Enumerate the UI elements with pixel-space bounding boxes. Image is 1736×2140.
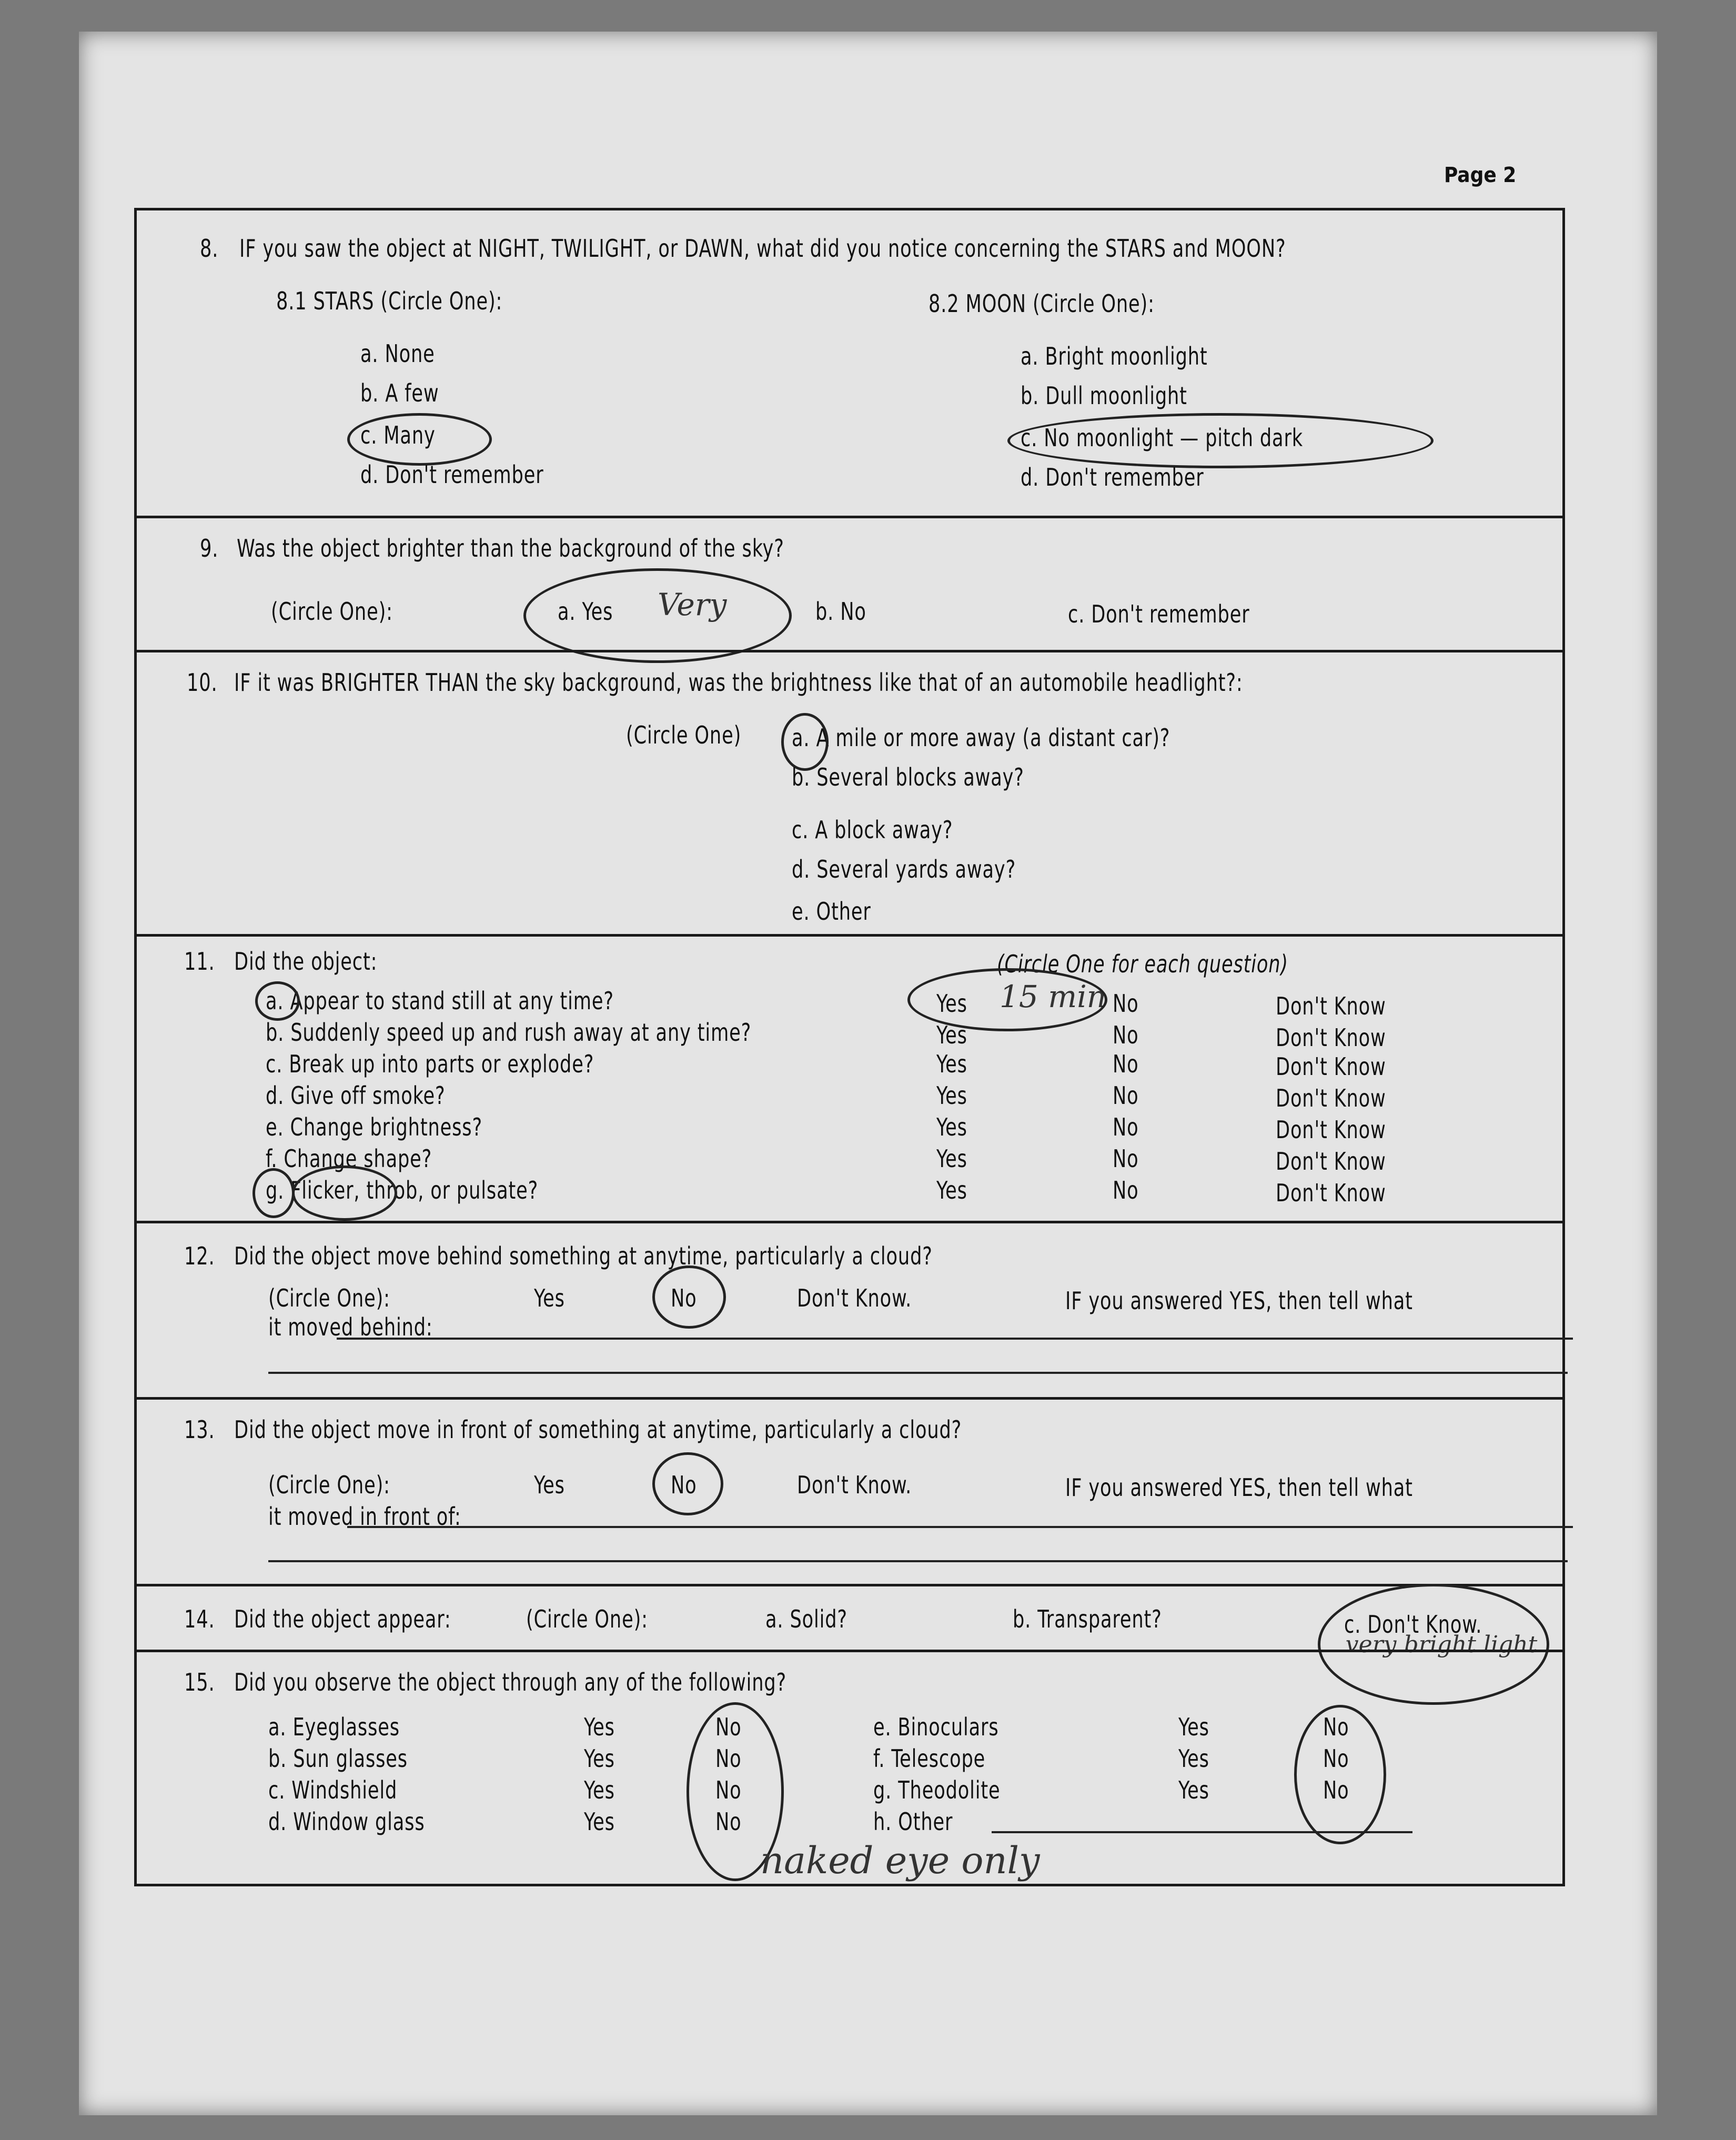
q10-question: IF it was BRIGHTER THAN the sky background, was the brightness like that of an automobile headlight?:: [234, 668, 1243, 697]
q10-option[interactable]: c. A block away?: [792, 816, 953, 844]
q10-option[interactable]: d. Several yards away?: [792, 855, 1016, 883]
q11-row-label: c. Break up into parts or explode?: [266, 1050, 594, 1078]
handwritten-note: naked eye only: [760, 1839, 1040, 1882]
q9-question: Was the object brighter than the background of the sky?: [237, 534, 784, 562]
q11-yes[interactable]: Yes: [936, 1144, 967, 1173]
q15-no-selected[interactable]: No: [715, 1807, 742, 1836]
q14-option-selected[interactable]: c. Don't Know.: [1344, 1610, 1482, 1639]
q11-no[interactable]: No: [1113, 1144, 1139, 1173]
q13-circle-label: (Circle One):: [268, 1471, 390, 1499]
q12-option[interactable]: Don't Know.: [797, 1284, 912, 1312]
q12-answer-line-2[interactable]: [268, 1372, 1568, 1374]
q14-option[interactable]: b. Transparent?: [1013, 1605, 1162, 1633]
q11-dont-know[interactable]: Don't Know: [1276, 1052, 1386, 1081]
q8-stars-option[interactable]: d. Don't remember: [360, 460, 544, 489]
q13-followup: IF you answered YES, then tell what: [1065, 1473, 1413, 1502]
q13-option[interactable]: Yes: [534, 1471, 565, 1499]
q15-yes[interactable]: Yes: [1178, 1776, 1209, 1804]
q11-dont-know[interactable]: Don't Know: [1276, 1084, 1386, 1112]
q11-yes-selected[interactable]: Yes: [936, 989, 967, 1018]
q8-stars-option[interactable]: a. None: [360, 339, 435, 368]
hand-drawn-circle: [255, 981, 300, 1021]
q11-row-label: e. Change brightness?: [266, 1113, 482, 1141]
q9-option[interactable]: c. Don't remember: [1068, 600, 1250, 628]
q11-no[interactable]: No: [1113, 989, 1139, 1018]
q11-instruction: (Circle One for each question): [997, 950, 1289, 978]
q9-circle-label: (Circle One):: [271, 597, 393, 626]
q13-option[interactable]: Don't Know.: [797, 1471, 912, 1499]
hand-drawn-circle: [652, 1452, 723, 1515]
q10-option[interactable]: b. Several blocks away?: [792, 763, 1024, 791]
q8-moon-label: 8.2 MOON (Circle One):: [928, 289, 1155, 318]
q12-circle-label: (Circle One):: [268, 1284, 390, 1312]
q15-item-label: a. Eyeglasses: [268, 1713, 400, 1741]
q10-option[interactable]: e. Other: [792, 897, 871, 926]
q15-item-label: e. Binoculars: [873, 1713, 999, 1741]
q15-item-label: g. Theodolite: [873, 1776, 1001, 1804]
hand-drawn-circle: [781, 713, 829, 771]
q13-option-selected[interactable]: No: [671, 1471, 697, 1499]
q12-option[interactable]: Yes: [534, 1284, 565, 1312]
q8-number: 8.: [200, 234, 219, 263]
q15-no-selected[interactable]: No: [1323, 1713, 1349, 1741]
q8-stars-option-selected[interactable]: c. Many: [360, 421, 436, 449]
hand-drawn-circle: [347, 413, 492, 466]
hand-drawn-circle: [1007, 413, 1434, 468]
q15-no-selected[interactable]: No: [1323, 1776, 1349, 1804]
q13-number: 13.: [184, 1415, 215, 1444]
hand-drawn-circle: [253, 1168, 295, 1218]
section-divider: [137, 650, 1562, 652]
q11-yes[interactable]: Yes: [936, 1113, 967, 1141]
q11-yes[interactable]: Yes: [936, 1176, 967, 1204]
hand-drawn-circle: [523, 568, 792, 663]
q15-number: 15.: [184, 1668, 215, 1696]
q11-number: 11.: [184, 947, 215, 976]
q11-no[interactable]: No: [1113, 1176, 1139, 1204]
q11-row-label: d. Give off smoke?: [266, 1081, 446, 1110]
q15-no-selected[interactable]: No: [715, 1776, 742, 1804]
hand-drawn-circle: [292, 1166, 397, 1221]
q15-item-label: h. Other: [873, 1807, 953, 1836]
page-number: Page 2: [1444, 163, 1517, 187]
q8-stars-label: 8.1 STARS (Circle One):: [276, 287, 503, 315]
q15-yes[interactable]: Yes: [584, 1744, 615, 1773]
q11-yes[interactable]: Yes: [936, 1081, 967, 1110]
q14-circle-label: (Circle One):: [526, 1605, 648, 1633]
section-divider: [137, 516, 1562, 518]
q12-option-selected[interactable]: No: [671, 1284, 697, 1312]
q9-option-selected[interactable]: a. Yes: [558, 597, 613, 626]
q12-answer-line[interactable]: [337, 1338, 1573, 1340]
q11-no[interactable]: No: [1113, 1081, 1139, 1110]
q11-question: Did the object:: [234, 947, 378, 976]
section-divider: [137, 934, 1562, 937]
q8-moon-option[interactable]: a. Bright moonlight: [1021, 342, 1208, 370]
q9-option[interactable]: b. No: [815, 597, 866, 626]
q11-row-label: f. Change shape?: [266, 1144, 432, 1173]
q10-number: 10.: [187, 668, 218, 697]
q14-question: Did the object appear:: [234, 1605, 451, 1633]
q11-row-label: b. Suddenly speed up and rush away at any time?: [266, 1018, 752, 1047]
q11-yes[interactable]: Yes: [936, 1050, 967, 1078]
q12-followup-label: it moved behind:: [268, 1313, 433, 1341]
q8-stars-option[interactable]: b. A few: [360, 379, 439, 407]
q8-question: IF you saw the object at NIGHT, TWILIGHT, or DAWN, what did you notice concerning the STARS and MOON?: [239, 234, 1286, 263]
section-divider: [137, 1221, 1562, 1223]
q15-yes[interactable]: Yes: [584, 1807, 615, 1836]
handwritten-note: Very: [658, 587, 727, 622]
q11-dont-know[interactable]: Don't Know: [1276, 1023, 1386, 1052]
q12-followup: IF you answered YES, then tell what: [1065, 1287, 1413, 1315]
q15-yes[interactable]: Yes: [584, 1776, 615, 1804]
q15-no-selected[interactable]: No: [1323, 1744, 1349, 1773]
handwritten-note: very bright light: [1345, 1631, 1538, 1658]
q11-row-label: a. Appear to stand still at any time?: [266, 987, 614, 1015]
q15-question: Did you observe the object through any of the following?: [234, 1668, 787, 1696]
q14-option[interactable]: a. Solid?: [765, 1605, 847, 1633]
q11-dont-know[interactable]: Don't Know: [1276, 1179, 1386, 1207]
q15-item-label: b. Sun glasses: [268, 1744, 408, 1773]
q11-no[interactable]: No: [1113, 1050, 1139, 1078]
q12-question: Did the object move behind something at anytime, particularly a cloud?: [234, 1242, 933, 1270]
q15-item-label: f. Telescope: [873, 1744, 986, 1773]
q11-row-label: g. Flicker, throb, or pulsate?: [266, 1176, 539, 1204]
q11-no[interactable]: No: [1113, 1021, 1139, 1049]
section-divider: [137, 1584, 1562, 1586]
hand-drawn-circle: [1294, 1705, 1386, 1844]
q11-dont-know[interactable]: Don't Know: [1276, 1116, 1386, 1144]
q13-followup-label: it moved in front of:: [268, 1502, 461, 1531]
q13-question: Did the object move in front of something at anytime, particularly a cloud?: [234, 1415, 962, 1444]
q15-item-label: d. Window glass: [268, 1807, 425, 1836]
q15-no-selected[interactable]: No: [715, 1744, 742, 1773]
q15-yes[interactable]: Yes: [1178, 1744, 1209, 1773]
q11-no[interactable]: No: [1113, 1113, 1139, 1141]
q15-item-label: c. Windshield: [268, 1776, 398, 1804]
q9-number: 9.: [200, 534, 219, 562]
hand-drawn-circle: [1318, 1584, 1549, 1705]
q11-dont-know[interactable]: Don't Know: [1276, 992, 1386, 1020]
q10-option-selected[interactable]: a. A mile or more away (a distant car)?: [792, 724, 1170, 752]
q13-answer-line-2[interactable]: [268, 1560, 1568, 1562]
questionnaire-form: [134, 208, 1565, 1886]
q13-answer-line[interactable]: [347, 1526, 1573, 1528]
q14-number: 14.: [184, 1605, 215, 1633]
q15-yes[interactable]: Yes: [1178, 1713, 1209, 1741]
handwritten-note: 15 min: [1000, 979, 1107, 1014]
q8-moon-option-selected[interactable]: c. No moonlight — pitch dark: [1021, 424, 1303, 452]
q15-no-selected[interactable]: No: [715, 1713, 742, 1741]
q11-yes[interactable]: Yes: [936, 1021, 967, 1049]
q12-number: 12.: [184, 1242, 215, 1270]
q10-circle-label: (Circle One): [626, 721, 742, 749]
q8-moon-option[interactable]: b. Dull moonlight: [1021, 381, 1187, 410]
q8-moon-option[interactable]: d. Don't remember: [1021, 463, 1204, 491]
section-divider: [137, 1650, 1562, 1652]
hand-drawn-circle: [652, 1265, 726, 1329]
q15-yes[interactable]: Yes: [584, 1713, 615, 1741]
section-divider: [137, 1397, 1562, 1400]
q11-dont-know[interactable]: Don't Know: [1276, 1147, 1386, 1176]
